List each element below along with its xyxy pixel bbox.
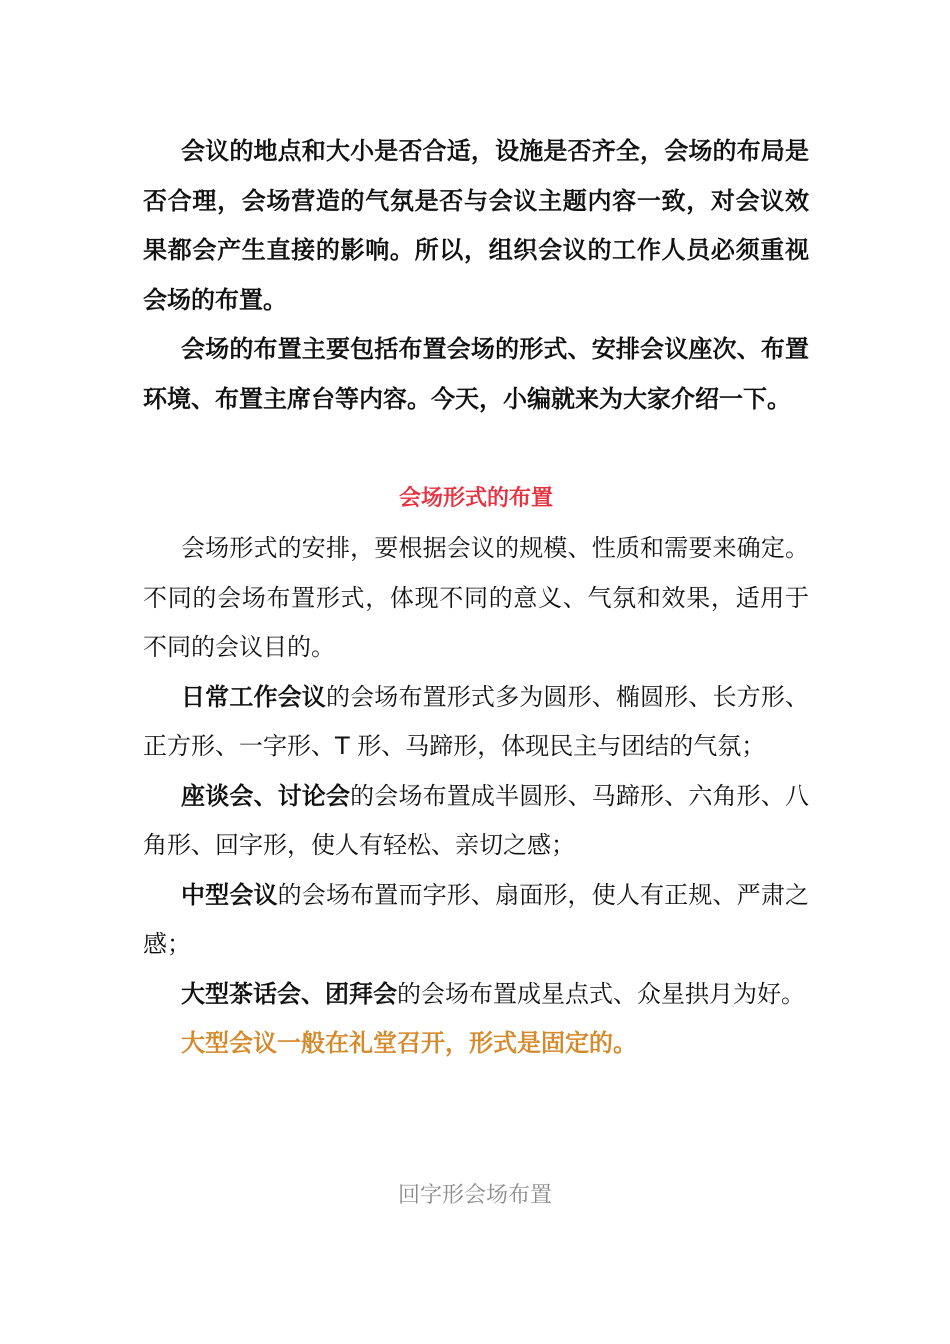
list-item-text: 的会场布置成星点式、众星拱月为好。: [397, 979, 805, 1008]
list-item-term: 中型会议: [181, 880, 278, 909]
list-item-medium-meeting: [143, 871, 809, 970]
list-item-term: 座谈会、讨论会: [181, 781, 351, 810]
list-item-term: 大型茶话会、团拜会: [181, 979, 397, 1008]
list-item-term: 日常工作会议: [181, 682, 326, 711]
image-caption: 回字形会场布置: [397, 1183, 552, 1208]
list-item-text: 的会场布置形式多为圆形、椭圆形、长方形、正方形、一字形、T 形、马蹄形，体现民主与团结的气氛；: [143, 682, 810, 760]
list-item-text: 的会场布置成半圆形、马蹄形、六角形、八角形、回字形，使人有轻松、亲切之感；: [143, 781, 810, 859]
list-item-forum: [143, 772, 809, 871]
list-item-text: 的会场布置而字形、扇面形，使人有正规、严肃之感；: [143, 880, 809, 958]
section-paragraph-1: 会场形式的安排，要根据会议的规模、性质和需要来确定。不同的会场布置形式，体现不同的意义、气氛和效果，适用于不同的会议目的。: [143, 534, 809, 661]
list-item-daily-meeting: [143, 673, 809, 772]
intro-paragraph-1: 会议的地点和大小是否合适，设施是否齐全，会场的布局是否合理，会场营造的气氛是否与会议主题内容一致，对会议效果都会产生直接的影响。所以，组织会议的工作人员必须重视会场的布置。: [143, 137, 809, 314]
document-body: [143, 127, 809, 1069]
intro-paragraph-2: 会场的布置主要包括布置会场的形式、安排会议座次、布置环境、布置主席台等内容。今天，小编就来为大家介绍一下。: [143, 335, 809, 413]
section-spacer: [143, 424, 809, 474]
list-item-tea-party: [143, 970, 809, 1020]
highlight-note: 大型会议一般在礼堂召开，形式是固定的。: [181, 1029, 637, 1057]
section-heading: 会场形式的布置: [398, 486, 553, 511]
